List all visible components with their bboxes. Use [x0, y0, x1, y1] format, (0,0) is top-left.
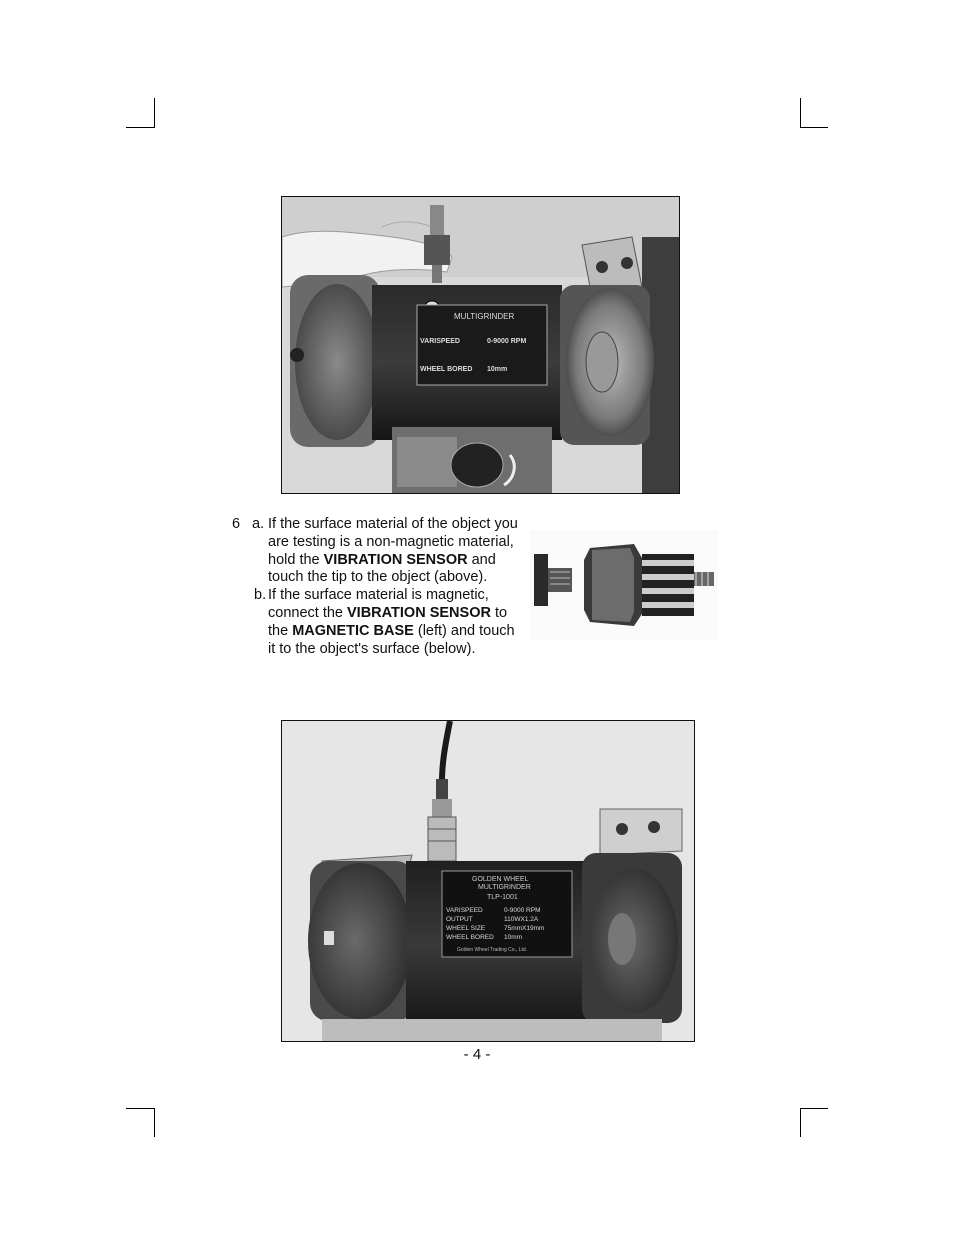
- step-6b-bold-magnetic-base: MAGNETIC BASE: [292, 622, 414, 639]
- page-number: - 4 -: [463, 1046, 491, 1063]
- step-6a-text-1: If the surface material of the object you are testing is a non-magnetic material, hold the: [268, 516, 518, 568]
- nameplate-spec-3-value-bottom: 75mmX19mm: [504, 925, 545, 932]
- step-letter-b: b.: [254, 587, 267, 604]
- step-6b-text-2: to the: [268, 604, 508, 639]
- step-6b-bold-vibration-sensor: VIBRATION SENSOR: [347, 604, 491, 621]
- grinder-photo-top: [282, 197, 679, 493]
- nameplate-spec-4-value-bottom: 10mm: [504, 934, 523, 941]
- magnetic-base-sensor-photo: [530, 530, 718, 640]
- step-6a-text-2: and touch the tip to the object (above).: [268, 551, 496, 586]
- nameplate-title-top: MULTIGRINDER: [454, 312, 515, 321]
- nameplate-spec-2-name-top: WHEEL BORED: [420, 366, 473, 373]
- nameplate-title-bottom: MULTIGRINDER: [478, 884, 531, 891]
- step-6b-text-1: If the surface material is magnetic, connect the: [268, 587, 489, 621]
- nameplate-spec-4-name-bottom: WHEEL BORED: [446, 934, 494, 941]
- photo-magnetic-base: [530, 530, 718, 640]
- step-6b-text-3: (left) and touch it to the object's surface (below).: [268, 622, 515, 657]
- nameplate-spec-1-name-top: VARISPEED: [420, 338, 460, 345]
- step-6a-bold-vibration-sensor: VIBRATION SENSOR: [323, 551, 468, 568]
- nameplate-spec-2-value-top: 10mm: [487, 366, 508, 373]
- nameplate-spec-2-value-bottom: 110WX1.2A: [504, 916, 539, 923]
- nameplate-maker-bottom: Golden Wheel Trading Co., Ltd.: [457, 947, 528, 953]
- nameplate-brand-bottom: GOLDEN WHEEL: [472, 876, 529, 883]
- grinder-photo-bottom: [282, 721, 694, 1041]
- instruction-steps: [232, 516, 522, 658]
- step-number: 6: [232, 516, 241, 532]
- nameplate-spec-1-value-bottom: 0-9000 RPM: [504, 907, 541, 914]
- nameplate-spec-1-name-bottom: VARISPEED: [446, 907, 483, 914]
- nameplate-model-bottom: TLP-1001: [487, 894, 518, 901]
- step-letter-a: a.: [252, 516, 265, 532]
- step-6b-text: [268, 587, 522, 658]
- photo-sensor-magnetic: [281, 720, 695, 1042]
- nameplate-spec-2-name-bottom: OUTPUT: [446, 916, 473, 923]
- nameplate-spec-3-name-bottom: WHEEL SIZE: [446, 925, 486, 932]
- step-6a: [232, 516, 522, 587]
- step-6a-text: [268, 516, 522, 587]
- step-6b: [232, 587, 522, 658]
- nameplate-spec-1-value-top: 0-9000 RPM: [487, 338, 527, 345]
- photo-sensor-handheld: [281, 196, 680, 494]
